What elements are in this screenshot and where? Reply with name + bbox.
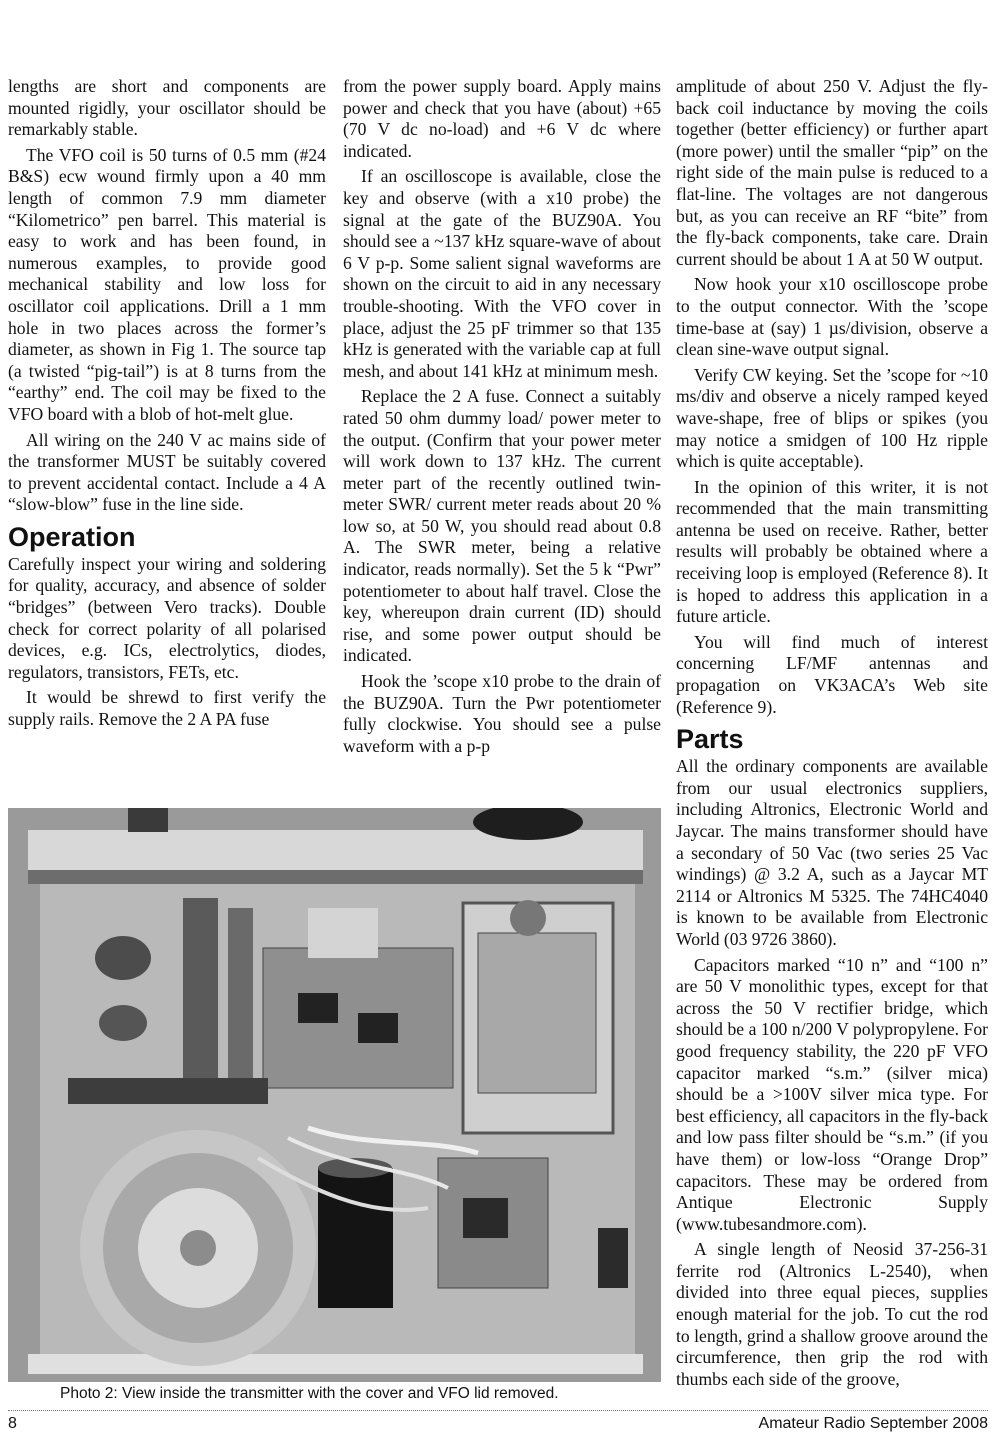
paragraph: The VFO coil is 50 turns of 0.5 mm (#24 B&S) ecw wound firmly upon a 40 mm length of common 7.9 mm diameter “Kilometrico” pen barrel. This material is easy to work and has been found, in numerous examples, to provide good mechanical stability and low loss for oscillator coil applications. Drill a 1 mm hole in two places across the former’s diameter, as shown in Fig 1. The source tap (a twisted “pig-tail”) is at 8 turns from the “earthy” end. The coil may be fixed to the VFO board with a blob of hot-melt glue. <box>8 144 326 424</box>
paragraph: Carefully inspect your wiring and soldering for quality, accuracy, and absence of solder “bridges” (between Vero tracks). Double check for correct polarity of all polarised devices, e.g. ICs, electrolytics, diodes, regulators, transistors, FETs, etc. <box>8 553 326 682</box>
paragraph: If an oscilloscope is available, close the key and observe (with a x10 probe) the signal at the gate of the BUZ90A. You should see a ~137 kHz square-wave of about 6 V p-p. Some salient signal waveforms are shown on the circuit to aid in any necessary trouble-shooting. With the VFO cover in place, adjust the 25 pF trimmer so that 135 kHz is generated with the variable cap at full mesh, and about 141 kHz at minimum mesh. <box>343 166 661 381</box>
publication-footer: Amateur Radio September 2008 <box>758 1415 988 1432</box>
paragraph: Replace the 2 A fuse. Connect a suitably rated 50 ohm dummy load/ power meter to the output. (Confirm that your power meter will work down to 137 kHz. The current meter part of the recently outlined twin-meter SWR/ current meter reads about 20 % low so, at 50 W, you should read about 0.8 A. The SWR meter, being a relative indicator, reads normally). Set the 5 k “Pwr” potentiometer to about half travel. Close the key, whereupon drain current (ID) should rise, and some power output should be indicated. <box>343 386 661 666</box>
footer-divider <box>8 1410 988 1411</box>
paragraph: You will find much of interest concerning LF/MF antennas and propagation on VK3ACA’s Web site (Reference 9). <box>676 631 988 717</box>
transmitter-photo <box>8 808 661 1382</box>
column-1 <box>8 76 326 735</box>
paragraph: amplitude of about 250 V. Adjust the fly-back coil inductance by moving the coils together (better efficiency) or further apart (more power) until the smaller “pip” on the right side of the main pulse is reduced to a flat-line. The voltages are not dangerous but, as you can receive an RF “bite” from the fly-back components, take care. Drain current should be about 1 A at 50 W output. <box>676 76 988 269</box>
photo-caption: Photo 2: View inside the transmitter with the cover and VFO lid removed. <box>60 1385 559 1402</box>
paragraph: Capacitors marked “10 n” and “100 n” are 50 V monolithic types, except for that across the 50 V rectifier bridge, which should be a 100 n/200 V polypropylene. For good frequency stability, the 220 pF VFO capacitor marked “s.m.” (silver mica) should be a >100V silver mica type. For best efficiency, all capacitors in the fly-back and low pass filter should be “s.m.” (if you have them) or low-loss “Orange Drop” capacitors. These may be ordered from Antique Electronic Supply (www.tubesandmore.com). <box>676 954 988 1234</box>
paragraph: Hook the ’scope x10 probe to the drain of the BUZ90A. Turn the Pwr potentiometer fully clockwise. You should see a pulse waveform with a p-p <box>343 671 661 756</box>
column-3 <box>676 76 988 1394</box>
paragraph: All the ordinary components are available from our usual electronics suppliers, including Altronics, Electronic World and Jaycar. The mains transformer should have a secondary of 50 Vac (two series 25 Vac windings) @ 3.2 A, such as a Jaycar MT 2114 or Altronics M 5325. The 74HC4040 is known to be available from Electronic World (03 9726 3860). <box>676 756 988 949</box>
paragraph: It would be shrewd to first verify the supply rails. Remove the 2 A PA fuse <box>8 687 326 730</box>
column-2 <box>343 76 661 761</box>
paragraph: lengths are short and components are mounted rigidly, your oscillator should be remarkably stable. <box>8 76 326 140</box>
paragraph: Verify CW keying. Set the ’scope for ~10 ms/div and observe a nicely ramped keyed wave-shape, free of blips or spikes (you may notice a smidgen of 100 Hz ripple which is quite acceptable). <box>676 364 988 472</box>
paragraph: A single length of Neosid 37-256-31 ferrite rod (Altronics L-2540), when divided into three equal pieces, supplies enough material for the job. To cut the rod to length, grind a shallow groove around the circumference, then grip the rod with thumbs each side of the groove, <box>676 1239 988 1389</box>
paragraph: from the power supply board. Apply mains power and check that you have (about) +65 (70 V dc no-load) and +6 V dc where indicated. <box>343 76 661 161</box>
section-heading-parts: Parts <box>676 724 744 755</box>
section-heading-operation: Operation <box>8 521 136 552</box>
paragraph: All wiring on the 240 V ac mains side of the transformer MUST be suitably covered to prevent accidental contact. Include a 4 A “slow-blow” fuse in the line side. <box>8 429 326 515</box>
paragraph: In the opinion of this writer, it is not recommended that the main transmitting antenna be used on receive. Rather, better results will probably be obtained where a receiving loop is employed (Reference 8). It is hoped to address this application in a future article. <box>676 476 988 627</box>
page-number: 8 <box>8 1415 17 1432</box>
paragraph: Now hook your x10 oscilloscope probe to the output connector. With the ’scope time-base at (say) 1 µs/division, observe a clean sine-wave output signal. <box>676 274 988 360</box>
